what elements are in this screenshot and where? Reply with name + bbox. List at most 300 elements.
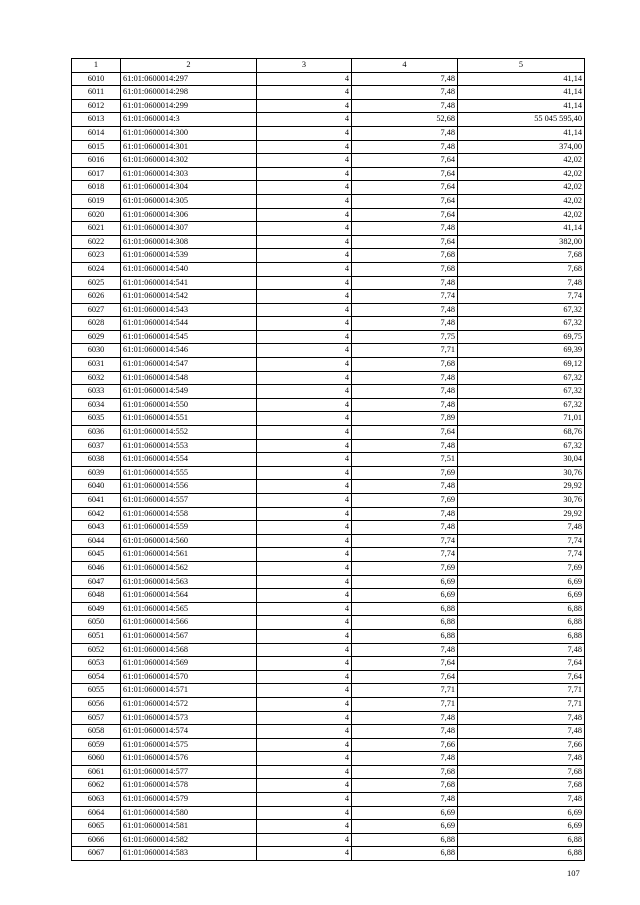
column-3-cell: 4 bbox=[257, 697, 352, 711]
column-5-cell: 69,12 bbox=[458, 358, 585, 372]
column-5-cell: 71,01 bbox=[458, 412, 585, 426]
table-row bbox=[72, 793, 585, 807]
column-3-cell: 4 bbox=[257, 344, 352, 358]
cadastral-number-cell: 61:01:0600014:577 bbox=[121, 765, 257, 779]
column-4-cell: 7,64 bbox=[352, 167, 458, 181]
table-row bbox=[72, 738, 585, 752]
row-number-cell: 6067 bbox=[72, 847, 121, 861]
column-4-cell: 7,48 bbox=[352, 86, 458, 100]
column-5-cell: 6,88 bbox=[458, 833, 585, 847]
column-3-cell: 4 bbox=[257, 249, 352, 263]
column-5-cell: 7,68 bbox=[458, 765, 585, 779]
cadastral-number-cell: 61:01:0600014:557 bbox=[121, 494, 257, 508]
column-4-cell: 7,74 bbox=[352, 290, 458, 304]
row-number-cell: 6054 bbox=[72, 670, 121, 684]
row-number-cell: 6014 bbox=[72, 126, 121, 140]
row-number-cell: 6066 bbox=[72, 833, 121, 847]
column-4-cell: 7,48 bbox=[352, 398, 458, 412]
column-3-cell: 4 bbox=[257, 629, 352, 643]
column-4-cell: 7,48 bbox=[352, 643, 458, 657]
row-number-cell: 6038 bbox=[72, 453, 121, 467]
row-number-cell: 6059 bbox=[72, 738, 121, 752]
cadastral-number-cell: 61:01:0600014:560 bbox=[121, 534, 257, 548]
cadastral-number-cell: 61:01:0600014:307 bbox=[121, 222, 257, 236]
row-number-cell: 6029 bbox=[72, 330, 121, 344]
column-3-cell: 4 bbox=[257, 86, 352, 100]
column-5-cell: 41,14 bbox=[458, 99, 585, 113]
column-4-cell: 7,48 bbox=[352, 793, 458, 807]
column-3-cell: 4 bbox=[257, 820, 352, 834]
cadastral-number-cell: 61:01:0600014:540 bbox=[121, 262, 257, 276]
column-5-cell: 42,02 bbox=[458, 194, 585, 208]
column-header-2: 2 bbox=[121, 59, 257, 73]
cadastral-number-cell: 61:01:0600014:570 bbox=[121, 670, 257, 684]
column-5-cell: 41,14 bbox=[458, 222, 585, 236]
row-number-cell: 6025 bbox=[72, 276, 121, 290]
column-5-cell: 7,48 bbox=[458, 276, 585, 290]
column-5-cell: 67,32 bbox=[458, 317, 585, 331]
column-3-cell: 4 bbox=[257, 575, 352, 589]
row-number-cell: 6030 bbox=[72, 344, 121, 358]
table-row bbox=[72, 480, 585, 494]
cadastral-number-cell: 61:01:0600014:298 bbox=[121, 86, 257, 100]
column-5-cell: 67,32 bbox=[458, 371, 585, 385]
column-4-cell: 7,48 bbox=[352, 725, 458, 739]
table-row bbox=[72, 643, 585, 657]
table-row bbox=[72, 72, 585, 86]
table-row bbox=[72, 426, 585, 440]
row-number-cell: 6013 bbox=[72, 113, 121, 127]
cadastral-number-cell: 61:01:0600014:581 bbox=[121, 820, 257, 834]
column-5-cell: 7,64 bbox=[458, 670, 585, 684]
column-5-cell: 29,92 bbox=[458, 480, 585, 494]
row-number-cell: 6032 bbox=[72, 371, 121, 385]
page-number: 107 bbox=[567, 868, 580, 878]
cadastral-number-cell: 61:01:0600014:302 bbox=[121, 154, 257, 168]
column-5-cell: 30,76 bbox=[458, 466, 585, 480]
column-5-cell: 42,02 bbox=[458, 154, 585, 168]
column-5-cell: 30,76 bbox=[458, 494, 585, 508]
table-row bbox=[72, 235, 585, 249]
column-4-cell: 7,64 bbox=[352, 154, 458, 168]
cadastral-number-cell: 61:01:0600014:554 bbox=[121, 453, 257, 467]
cadastral-number-cell: 61:01:0600014:543 bbox=[121, 303, 257, 317]
table-row bbox=[72, 725, 585, 739]
column-5-cell: 42,02 bbox=[458, 181, 585, 195]
table-row bbox=[72, 752, 585, 766]
table-row bbox=[72, 670, 585, 684]
column-3-cell: 4 bbox=[257, 643, 352, 657]
column-5-cell: 7,74 bbox=[458, 534, 585, 548]
column-4-cell: 7,68 bbox=[352, 358, 458, 372]
column-3-cell: 4 bbox=[257, 412, 352, 426]
column-3-cell: 4 bbox=[257, 140, 352, 154]
column-4-cell: 7,89 bbox=[352, 412, 458, 426]
column-header-3: 3 bbox=[257, 59, 352, 73]
column-5-cell: 7,74 bbox=[458, 290, 585, 304]
column-4-cell: 7,64 bbox=[352, 194, 458, 208]
column-4-cell: 6,69 bbox=[352, 589, 458, 603]
column-3-cell: 4 bbox=[257, 806, 352, 820]
column-5-cell: 6,69 bbox=[458, 806, 585, 820]
table-row bbox=[72, 507, 585, 521]
row-number-cell: 6031 bbox=[72, 358, 121, 372]
cadastral-number-cell: 61:01:0600014:297 bbox=[121, 72, 257, 86]
column-4-cell: 6,69 bbox=[352, 806, 458, 820]
row-number-cell: 6019 bbox=[72, 194, 121, 208]
row-number-cell: 6050 bbox=[72, 616, 121, 630]
column-4-cell: 7,68 bbox=[352, 262, 458, 276]
table-row bbox=[72, 317, 585, 331]
row-number-cell: 6064 bbox=[72, 806, 121, 820]
cadastral-number-cell: 61:01:0600014:575 bbox=[121, 738, 257, 752]
column-4-cell: 7,48 bbox=[352, 385, 458, 399]
column-5-cell: 7,68 bbox=[458, 262, 585, 276]
column-3-cell: 4 bbox=[257, 684, 352, 698]
column-5-cell: 6,88 bbox=[458, 847, 585, 861]
cadastral-number-cell: 61:01:0600014:572 bbox=[121, 697, 257, 711]
column-4-cell: 7,48 bbox=[352, 507, 458, 521]
table-row bbox=[72, 806, 585, 820]
column-5-cell: 69,75 bbox=[458, 330, 585, 344]
table-row bbox=[72, 847, 585, 861]
table-row bbox=[72, 453, 585, 467]
cadastral-number-cell: 61:01:0600014:579 bbox=[121, 793, 257, 807]
table-row bbox=[72, 167, 585, 181]
table-row bbox=[72, 548, 585, 562]
column-3-cell: 4 bbox=[257, 589, 352, 603]
table-row bbox=[72, 358, 585, 372]
row-number-cell: 6033 bbox=[72, 385, 121, 399]
column-3-cell: 4 bbox=[257, 480, 352, 494]
row-number-cell: 6010 bbox=[72, 72, 121, 86]
row-number-cell: 6055 bbox=[72, 684, 121, 698]
row-number-cell: 6035 bbox=[72, 412, 121, 426]
column-3-cell: 4 bbox=[257, 602, 352, 616]
row-number-cell: 6036 bbox=[72, 426, 121, 440]
table-row bbox=[72, 494, 585, 508]
column-5-cell: 68,76 bbox=[458, 426, 585, 440]
column-3-cell: 4 bbox=[257, 208, 352, 222]
cadastral-number-cell: 61:01:0600014:583 bbox=[121, 847, 257, 861]
column-4-cell: 6,69 bbox=[352, 575, 458, 589]
column-3-cell: 4 bbox=[257, 752, 352, 766]
cadastral-number-cell: 61:01:0600014:559 bbox=[121, 521, 257, 535]
column-5-cell: 41,14 bbox=[458, 126, 585, 140]
column-5-cell: 7,66 bbox=[458, 738, 585, 752]
table-row bbox=[72, 534, 585, 548]
column-4-cell: 7,68 bbox=[352, 779, 458, 793]
column-3-cell: 4 bbox=[257, 507, 352, 521]
table-row bbox=[72, 561, 585, 575]
column-3-cell: 4 bbox=[257, 561, 352, 575]
cadastral-number-cell: 61:01:0600014:580 bbox=[121, 806, 257, 820]
column-5-cell: 67,32 bbox=[458, 385, 585, 399]
cadastral-number-cell: 61:01:0600014:578 bbox=[121, 779, 257, 793]
cadastral-number-cell: 61:01:0600014:299 bbox=[121, 99, 257, 113]
table-row bbox=[72, 398, 585, 412]
column-3-cell: 4 bbox=[257, 330, 352, 344]
column-3-cell: 4 bbox=[257, 72, 352, 86]
cadastral-number-cell: 61:01:0600014:3 bbox=[121, 113, 257, 127]
table-row bbox=[72, 140, 585, 154]
column-4-cell: 7,69 bbox=[352, 561, 458, 575]
column-5-cell: 7,68 bbox=[458, 249, 585, 263]
column-5-cell: 41,14 bbox=[458, 86, 585, 100]
table-row bbox=[72, 330, 585, 344]
row-number-cell: 6062 bbox=[72, 779, 121, 793]
header-row bbox=[72, 59, 585, 73]
column-5-cell: 55 045 595,40 bbox=[458, 113, 585, 127]
table-row bbox=[72, 303, 585, 317]
column-4-cell: 7,66 bbox=[352, 738, 458, 752]
column-3-cell: 4 bbox=[257, 793, 352, 807]
column-4-cell: 6,88 bbox=[352, 833, 458, 847]
column-4-cell: 7,48 bbox=[352, 276, 458, 290]
row-number-cell: 6028 bbox=[72, 317, 121, 331]
table-row bbox=[72, 154, 585, 168]
table-row bbox=[72, 290, 585, 304]
cadastral-number-cell: 61:01:0600014:574 bbox=[121, 725, 257, 739]
column-5-cell: 7,71 bbox=[458, 697, 585, 711]
row-number-cell: 6012 bbox=[72, 99, 121, 113]
column-3-cell: 4 bbox=[257, 290, 352, 304]
row-number-cell: 6051 bbox=[72, 629, 121, 643]
table-row bbox=[72, 371, 585, 385]
column-5-cell: 67,32 bbox=[458, 303, 585, 317]
column-5-cell: 7,48 bbox=[458, 711, 585, 725]
column-5-cell: 42,02 bbox=[458, 208, 585, 222]
column-5-cell: 374,00 bbox=[458, 140, 585, 154]
column-4-cell: 7,51 bbox=[352, 453, 458, 467]
cadastral-number-cell: 61:01:0600014:571 bbox=[121, 684, 257, 698]
row-number-cell: 6018 bbox=[72, 181, 121, 195]
column-4-cell: 6,88 bbox=[352, 629, 458, 643]
column-4-cell: 6,88 bbox=[352, 616, 458, 630]
column-3-cell: 4 bbox=[257, 833, 352, 847]
column-4-cell: 7,68 bbox=[352, 249, 458, 263]
cadastral-number-cell: 61:01:0600014:306 bbox=[121, 208, 257, 222]
table-row bbox=[72, 820, 585, 834]
cadastral-number-cell: 61:01:0600014:549 bbox=[121, 385, 257, 399]
column-3-cell: 4 bbox=[257, 371, 352, 385]
column-3-cell: 4 bbox=[257, 426, 352, 440]
column-4-cell: 7,64 bbox=[352, 235, 458, 249]
table-row bbox=[72, 126, 585, 140]
row-number-cell: 6057 bbox=[72, 711, 121, 725]
column-4-cell: 7,48 bbox=[352, 317, 458, 331]
column-4-cell: 7,48 bbox=[352, 371, 458, 385]
column-3-cell: 4 bbox=[257, 711, 352, 725]
table-row bbox=[72, 439, 585, 453]
row-number-cell: 6039 bbox=[72, 466, 121, 480]
cadastral-number-cell: 61:01:0600014:565 bbox=[121, 602, 257, 616]
column-3-cell: 4 bbox=[257, 126, 352, 140]
cadastral-number-cell: 61:01:0600014:547 bbox=[121, 358, 257, 372]
column-3-cell: 4 bbox=[257, 194, 352, 208]
row-number-cell: 6061 bbox=[72, 765, 121, 779]
column-3-cell: 4 bbox=[257, 276, 352, 290]
table-body bbox=[72, 72, 585, 860]
table-header bbox=[72, 59, 585, 73]
column-4-cell: 7,71 bbox=[352, 684, 458, 698]
table-row bbox=[72, 99, 585, 113]
column-5-cell: 42,02 bbox=[458, 167, 585, 181]
row-number-cell: 6044 bbox=[72, 534, 121, 548]
column-4-cell: 7,64 bbox=[352, 670, 458, 684]
row-number-cell: 6024 bbox=[72, 262, 121, 276]
row-number-cell: 6053 bbox=[72, 657, 121, 671]
column-3-cell: 4 bbox=[257, 765, 352, 779]
column-3-cell: 4 bbox=[257, 453, 352, 467]
column-5-cell: 7,48 bbox=[458, 752, 585, 766]
column-4-cell: 7,48 bbox=[352, 521, 458, 535]
cadastral-number-cell: 61:01:0600014:576 bbox=[121, 752, 257, 766]
cadastral-number-cell: 61:01:0600014:542 bbox=[121, 290, 257, 304]
cadastral-number-cell: 61:01:0600014:553 bbox=[121, 439, 257, 453]
column-4-cell: 7,71 bbox=[352, 344, 458, 358]
column-3-cell: 4 bbox=[257, 262, 352, 276]
cadastral-number-cell: 61:01:0600014:564 bbox=[121, 589, 257, 603]
column-5-cell: 7,74 bbox=[458, 548, 585, 562]
column-3-cell: 4 bbox=[257, 439, 352, 453]
column-4-cell: 7,48 bbox=[352, 480, 458, 494]
column-4-cell: 7,64 bbox=[352, 426, 458, 440]
table-row bbox=[72, 657, 585, 671]
cadastral-number-cell: 61:01:0600014:558 bbox=[121, 507, 257, 521]
column-3-cell: 4 bbox=[257, 99, 352, 113]
table-row bbox=[72, 208, 585, 222]
row-number-cell: 6020 bbox=[72, 208, 121, 222]
cadastral-number-cell: 61:01:0600014:301 bbox=[121, 140, 257, 154]
cadastral-number-cell: 61:01:0600014:544 bbox=[121, 317, 257, 331]
cadastral-number-cell: 61:01:0600014:545 bbox=[121, 330, 257, 344]
table-row bbox=[72, 684, 585, 698]
cadastral-number-cell: 61:01:0600014:555 bbox=[121, 466, 257, 480]
column-5-cell: 29,92 bbox=[458, 507, 585, 521]
cadastral-number-cell: 61:01:0600014:566 bbox=[121, 616, 257, 630]
cadastral-number-cell: 61:01:0600014:546 bbox=[121, 344, 257, 358]
column-5-cell: 6,88 bbox=[458, 616, 585, 630]
row-number-cell: 6021 bbox=[72, 222, 121, 236]
table-row bbox=[72, 344, 585, 358]
table-row bbox=[72, 521, 585, 535]
column-3-cell: 4 bbox=[257, 494, 352, 508]
row-number-cell: 6015 bbox=[72, 140, 121, 154]
table-row bbox=[72, 222, 585, 236]
column-5-cell: 30,04 bbox=[458, 453, 585, 467]
column-3-cell: 4 bbox=[257, 167, 352, 181]
cadastral-number-cell: 61:01:0600014:562 bbox=[121, 561, 257, 575]
row-number-cell: 6065 bbox=[72, 820, 121, 834]
cadastral-number-cell: 61:01:0600014:568 bbox=[121, 643, 257, 657]
column-5-cell: 67,32 bbox=[458, 398, 585, 412]
column-5-cell: 7,68 bbox=[458, 779, 585, 793]
table-row bbox=[72, 262, 585, 276]
column-3-cell: 4 bbox=[257, 181, 352, 195]
table-row bbox=[72, 629, 585, 643]
column-4-cell: 7,64 bbox=[352, 657, 458, 671]
column-5-cell: 67,32 bbox=[458, 439, 585, 453]
table-row bbox=[72, 276, 585, 290]
table-row bbox=[72, 181, 585, 195]
column-5-cell: 7,48 bbox=[458, 793, 585, 807]
row-number-cell: 6011 bbox=[72, 86, 121, 100]
column-5-cell: 41,14 bbox=[458, 72, 585, 86]
column-5-cell: 6,69 bbox=[458, 575, 585, 589]
column-3-cell: 4 bbox=[257, 222, 352, 236]
column-3-cell: 4 bbox=[257, 725, 352, 739]
column-4-cell: 7,48 bbox=[352, 439, 458, 453]
cadastral-number-cell: 61:01:0600014:541 bbox=[121, 276, 257, 290]
table-row bbox=[72, 194, 585, 208]
row-number-cell: 6041 bbox=[72, 494, 121, 508]
table-row bbox=[72, 711, 585, 725]
column-5-cell: 69,39 bbox=[458, 344, 585, 358]
data-table bbox=[71, 58, 585, 861]
column-5-cell: 382,00 bbox=[458, 235, 585, 249]
cadastral-number-cell: 61:01:0600014:561 bbox=[121, 548, 257, 562]
column-4-cell: 7,48 bbox=[352, 711, 458, 725]
column-3-cell: 4 bbox=[257, 521, 352, 535]
column-3-cell: 4 bbox=[257, 154, 352, 168]
cadastral-number-cell: 61:01:0600014:551 bbox=[121, 412, 257, 426]
row-number-cell: 6027 bbox=[72, 303, 121, 317]
column-3-cell: 4 bbox=[257, 616, 352, 630]
column-3-cell: 4 bbox=[257, 847, 352, 861]
column-4-cell: 7,48 bbox=[352, 303, 458, 317]
column-3-cell: 4 bbox=[257, 113, 352, 127]
cadastral-number-cell: 61:01:0600014:304 bbox=[121, 181, 257, 195]
cadastral-number-cell: 61:01:0600014:569 bbox=[121, 657, 257, 671]
column-5-cell: 6,69 bbox=[458, 820, 585, 834]
column-3-cell: 4 bbox=[257, 738, 352, 752]
column-header-4: 4 bbox=[352, 59, 458, 73]
column-3-cell: 4 bbox=[257, 548, 352, 562]
column-3-cell: 4 bbox=[257, 779, 352, 793]
column-4-cell: 7,68 bbox=[352, 765, 458, 779]
row-number-cell: 6052 bbox=[72, 643, 121, 657]
column-3-cell: 4 bbox=[257, 235, 352, 249]
table-row bbox=[72, 385, 585, 399]
row-number-cell: 6017 bbox=[72, 167, 121, 181]
column-5-cell: 7,48 bbox=[458, 521, 585, 535]
column-5-cell: 6,88 bbox=[458, 602, 585, 616]
cadastral-number-cell: 61:01:0600014:556 bbox=[121, 480, 257, 494]
column-header-1: 1 bbox=[72, 59, 121, 73]
row-number-cell: 6047 bbox=[72, 575, 121, 589]
cadastral-number-cell: 61:01:0600014:308 bbox=[121, 235, 257, 249]
row-number-cell: 6022 bbox=[72, 235, 121, 249]
row-number-cell: 6034 bbox=[72, 398, 121, 412]
column-3-cell: 4 bbox=[257, 317, 352, 331]
column-3-cell: 4 bbox=[257, 398, 352, 412]
table-row bbox=[72, 589, 585, 603]
column-5-cell: 6,69 bbox=[458, 589, 585, 603]
table-row bbox=[72, 86, 585, 100]
column-4-cell: 7,48 bbox=[352, 72, 458, 86]
column-5-cell: 7,71 bbox=[458, 684, 585, 698]
column-4-cell: 7,69 bbox=[352, 466, 458, 480]
column-4-cell: 7,71 bbox=[352, 697, 458, 711]
column-4-cell: 7,48 bbox=[352, 140, 458, 154]
cadastral-number-cell: 61:01:0600014:548 bbox=[121, 371, 257, 385]
table-row bbox=[72, 697, 585, 711]
column-3-cell: 4 bbox=[257, 358, 352, 372]
cadastral-number-cell: 61:01:0600014:582 bbox=[121, 833, 257, 847]
column-3-cell: 4 bbox=[257, 303, 352, 317]
column-4-cell: 7,48 bbox=[352, 126, 458, 140]
